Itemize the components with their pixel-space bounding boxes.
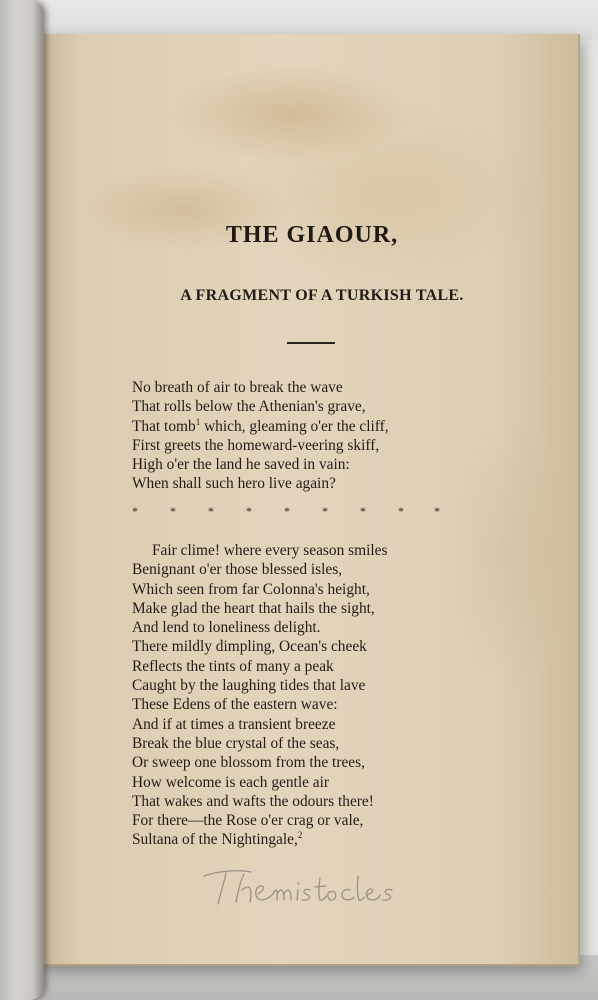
verse-line: And if at times a transient breeze: [132, 715, 336, 733]
verse-line: Caught by the laughing tides that lave: [132, 677, 366, 695]
verse-line: When shall such hero live again?: [132, 475, 336, 493]
verse-line: Which seen from far Colonna's height,: [132, 580, 370, 598]
footnote-marker-1: 1: [195, 416, 201, 427]
verse-line: Fair clime! where every season smiles: [152, 542, 388, 559]
title-rule: [287, 342, 335, 344]
verse-line: For there—the Rose o'er crag or vale,: [132, 812, 364, 830]
verse-line: How welcome is each gentle air: [132, 773, 330, 791]
verse-line: And lend to loneliness delight.: [132, 619, 321, 637]
separator-star: *: [246, 504, 252, 518]
verse-line: Make glad the heart that hails the sight,: [132, 599, 375, 617]
facing-page-edge: [0, 0, 44, 1000]
verse-line: No breath of air to break the wave: [132, 379, 343, 396]
verse-line: These Edens of the eastern wave:: [132, 696, 338, 714]
verse-line: First greets the homeward-veering skiff,: [132, 436, 380, 454]
verse-line: Benignant o'er those blessed isles,: [132, 561, 343, 579]
verse-line: High o'er the land he saved in vain:: [132, 456, 350, 474]
verse-line: That rolls below the Athenian's grave,: [132, 398, 366, 416]
section-separator: [132, 504, 442, 516]
poem-subtitle: A FRAGMENT OF A TURKISH TALE.: [180, 287, 464, 304]
verse-fragment: Sultana of the Nightingale,: [132, 831, 298, 849]
stanza-2: [132, 541, 387, 850]
separator-star: *: [132, 504, 138, 518]
poem-title: THE GIAOUR,: [225, 222, 399, 248]
separator-star: *: [208, 504, 214, 518]
verse-line: Or sweep one blossom from the trees,: [132, 754, 365, 772]
verse-fragment: which, gleaming o'er the cliff,: [204, 417, 389, 435]
separator-star: *: [434, 504, 440, 518]
verse-line: [132, 830, 387, 849]
separator-star: *: [322, 504, 328, 518]
verse-line: Break the blue crystal of the seas,: [132, 734, 340, 752]
stanza-1: [132, 378, 389, 494]
verse-line: There mildly dimpling, Ocean's cheek: [132, 638, 367, 656]
verse-line: That wakes and wafts the odours there!: [132, 792, 374, 810]
verse-line: Reflects the tints of many a peak: [132, 657, 334, 675]
separator-star: *: [170, 504, 176, 518]
verse-line: [132, 417, 389, 436]
book-page: [36, 34, 580, 966]
separator-star: *: [360, 504, 366, 518]
separator-star: *: [398, 504, 404, 518]
footnote-marker-2: 2: [297, 830, 303, 841]
verse-fragment: That tomb: [132, 417, 196, 435]
handwritten-signature: [36, 862, 588, 912]
separator-star: *: [284, 504, 290, 518]
